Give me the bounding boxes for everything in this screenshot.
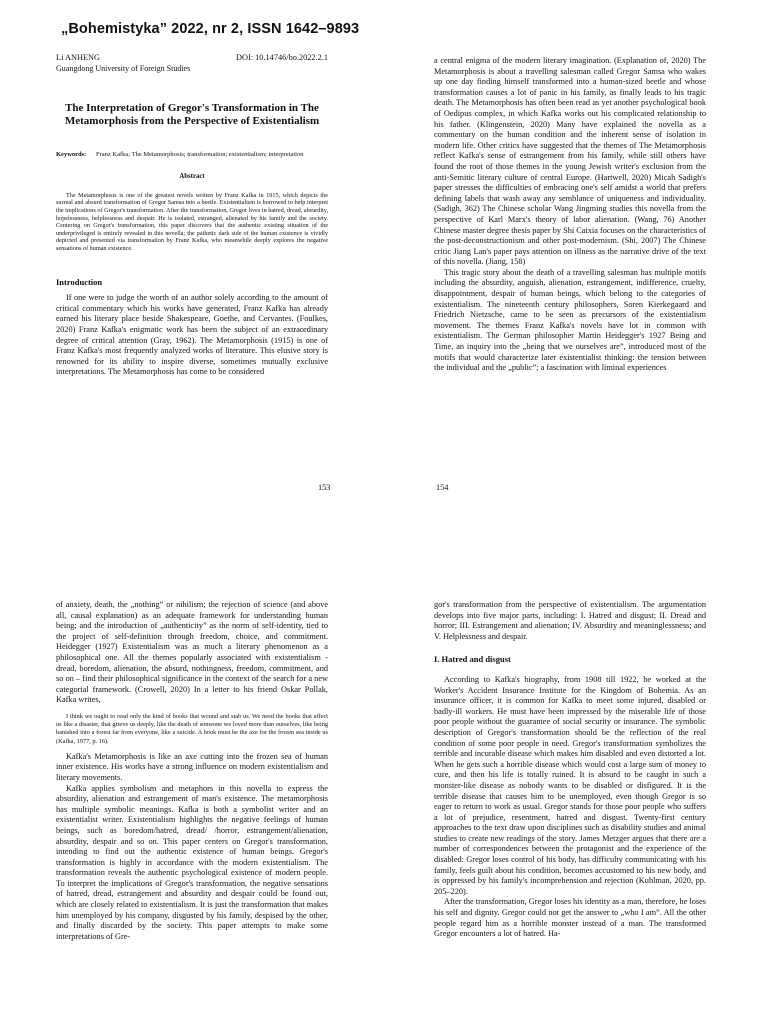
introduction-heading: Introduction — [56, 276, 103, 287]
page-153-column — [56, 53, 328, 378]
page-3-column — [56, 600, 328, 942]
author-row — [56, 53, 328, 64]
paragraph: Kafka's Metamorphosis is like an axe cutting into the frozen sea of human inner existence. His works have a strong influence on modern existentialism and literary movements. — [56, 751, 328, 782]
affiliation: Guangdong University of Foreign Studies — [56, 63, 191, 73]
abstract-text: The Metamorphosis is one of the greatest novels written by Franz Kafka in 1915, which depicts the surreal and absurd transformation of Gregor Samsa into a beetle. Existentialism is borrowed to help interpret the implications of Gregor's transformation. After the transformation, Gregor lives in hatred, dread, absurdity, hopelessness, helplessness and despair. He is isolated, estranged, alienated by his family and the society. Centering on Gregor's transformation, this paper discovers that the authentic existing situation of the underprivileged is entirely revealed in this novella; the pathetic dark side of the human existence is vividly depicted and presented via transformation by Franz Kafka, who meanwhile deeply explores the negative sensations of human existence. — [56, 191, 328, 253]
paragraph: gor's transformation from the perspective of existentialism. The argumentation develops into five major parts, including: I. Hatred and disgust; II. Dread and horror; III. Estrangement and alienation; IV. Absurdity and meaninglessness; and V. Helplessness and despair. — [434, 600, 706, 641]
paragraph: After the transformation, Gregor loses his identity as a man, therefore, he loses his self and dignity. Gregor could not get the answer to „who I am”. All the other people regard him as a horrible monster instead of a man. The transformed Gregor encounters a lot of hatred. Ha- — [434, 897, 706, 939]
paragraph: This tragic story about the death of a travelling salesman has multiple motifs including the absurdity, anguish, alienation, estrangement, indifference, cruelty, disappointment, despair of human beings, which belong to the categories of existentialism. The nineteenth century philosophers, Soren Kierkegaard and Friedrich Nietzsche, came to be seen as precursors of the existentialism movement. The themes Franz Kafka's novels have lot in common with existentialism. The German philosopher Martin Heidegger's 1927 Being and Time, an inquiry into the „being that we ourselves are”, introduced most of the motifs that would characterize later existentialist thinking: the tension between the individual and the „public”; a fascination with liminal experiences — [434, 267, 706, 373]
page-number-154: 154 — [436, 483, 449, 492]
paragraph: of anxiety, death, the „nothing” or nihilism; the rejection of science (and above all, causal explanation) as an adequate framework for understanding human being; and the introduction of „authenticity” as the norm of self-identity, tied to the project of self-definition through freedom, choice, and commitment. Heidegger (1927) Existentialism was as much a literary phenomenon as a philosophical one. All the themes popularly associated with existentialism - dread, boredom, alienation, the absurd, nothingness, freedom, commitment, and so on – find their philosophical significance in the context of the search for a new categorial framework. (Crowell, 2020) In a letter to his friend Oskar Pollak, Kafka writes, — [56, 600, 328, 705]
block-quote: I think we ought to read only the kind of books that wound and stab us. We need the books that affect us like a disaster, that grieve us deeply, like the death of someone we loved more than ourselves, like being banished into a forest far from everyone, like a suicide. A book must be the axe for the frozen sea inside us (Kafka, 1977, p. 16). — [56, 712, 328, 745]
page-154-column — [434, 56, 706, 374]
intro-paragraph: If one were to judge the worth of an author solely according to the amount of critical commentary which his works have generated, Franz Kafka has already earned his literary place beside Shakespeare, Goethe, and Cervantes. (Foulkes, 2020) Franz Kafka's enigmatic work has been the subject of an extraordinary degree of critical attention (Gray, 1962). The Metamorphosis (1915) is one of Franz Kafka's most frequently analyzed works of literature. This elusive story is renowned for its ability to inspire diverse, sometimes mutually exclusive interpretations. The Metamorphosis has come to be considered — [56, 293, 328, 377]
author-name: Li ANHENG — [56, 53, 101, 62]
doi: DOI: 10.14746/bo.2022.2.1 — [236, 53, 328, 62]
keywords-label: Keywords: — [56, 150, 87, 158]
keywords-text: Franz Kafka; The Metamorphosis; transformation; existentialism; interpretation — [96, 150, 304, 158]
paper-title: The Interpretation of Gregor's Transformation in The Metamorphosis from the Perspective of Existentialism — [64, 101, 320, 128]
keywords — [56, 151, 328, 159]
paragraph: According to Kafka's biography, from 1908 till 1922, he worked at the Worker's Accident Insurance Institute for the Kingdom of Bohemia. As an insurance officer, it is common for Kafka to meet some injured, disabled or badly-ill workers. He must have been impressed by the miserable life of those poor people without the guarantee of social security or insurance. The symbolic description of Gregor's transformation should be the reflection of the real condition of some poor people in need. Gregor's transformation symbolizes the terrible and incurable disease which makes him disabled and even distorted a lot. When he gets such a horrible disease which would cost a large sum of money to cure, and then his life is totally ruined. It is absurd to be caught in such a monster-like disease as nobody wants to be disabled or disfigured. It is the terrible disease that causes him to be unemployed, even though Gregor is so eager to return to work as usual. Gregor stands for those poor people who suffers a lot of prejudice, resentment, hatred and disgust. Twenty-first century approaches to the text draw upon disciplines such as disability studies and animal studies to create new readings of the story. James Metzger argues that there are a number of correspondences between the protagonist and the experience of the disabled: Gregor loses control of his body, has difficulty communicating with his family, feels guilt about his condition, becomes accustomed to his new body, and is oppressed by his family's incomprehension and rejection (Kuhlman, 2020, pp. 205–220). — [434, 674, 706, 896]
paragraph: Kafka applies symbolism and metaphors in this novella to express the absurdity, alienation and estrangement of man's existence. The metamorphosis has multiple symbolic meanings. Kafka is both a symbolist writer and an existentialist writer. Existentialism highlights the negative feelings of human beings, such as boredom/hatred, dread/ /horror, estrangement/alienation, absurdity, despair and so on. This paper centers on Gregor's transformation, intending to find out the authentic existence of human beings. Gregor's transformation is highly in accordance with the modern existentialism. The transformation reveals the authentic psychological existence of modern people. To interpret the implications of Gregor's transformation, the negative sensations of hatred, dread, estrangement and absurdity and despair could be found out, which are closely related to existentialism. It is just the transformation that makes him unemployed by his company, disgusted by his family, despised by the other, and finally discarded by the society. This paper attempts to make some interpretations of Gre- — [56, 783, 328, 941]
page-4-column — [434, 600, 706, 940]
abstract-heading: Abstract — [179, 173, 205, 181]
journal-header: „Bohemistyka” 2022, nr 2, ISSN 1642–9893 — [61, 21, 360, 37]
section-heading-hatred: I. Hatred and disgust — [434, 654, 511, 665]
paragraph: a central enigma of the modern literary imagination. (Explanation of, 2020) The Metamorphosis is about a travelling salesman called Gregor Samsa who wakes up one day finding himself transformed into a human-sized beetle and whose transformation causes a lot of panic in his family, as finally leads to his tragic death. The Metamorphosis has often been read as yet another psychological book of Oedipus complex, in which Kafka works out his complicated relationship to his father. (Klingenstein, 2020) Many have explained the novella as a commentary on the human condition and the inherent sense of isolation in modern life. Other critics have suggested that the themes of The Metamorphosis reflect Kafka's sense of estrangement from his family, while still others have found the root of those themes in the young Jewish writer's exclusion from the anti-Semitic literary culture of central Europe. (Hartwell, 2020) Micah Sadigh's paper stresses the difficulties of embracing one's self amidst a world that prefers defining labels that wash away any semblance of uniqueness and individuality. (Sadigh, 362) The Chinese scholar Wang Jingming studies this novella from the perspective of Karl Marx's theory of labor alienation. (Wang, 76) Another Chinese master degree thesis paper by Shi Caixia focuses on the characteristics of the post-deconstructionism and other post-modernism. (Shi, 2007) The Chinese critic Jiang Lan's paper pays attention on illness as the narrative drive of the text of this novella. (Jiang, 158) — [434, 56, 706, 267]
page-number-153: 153 — [318, 483, 331, 492]
